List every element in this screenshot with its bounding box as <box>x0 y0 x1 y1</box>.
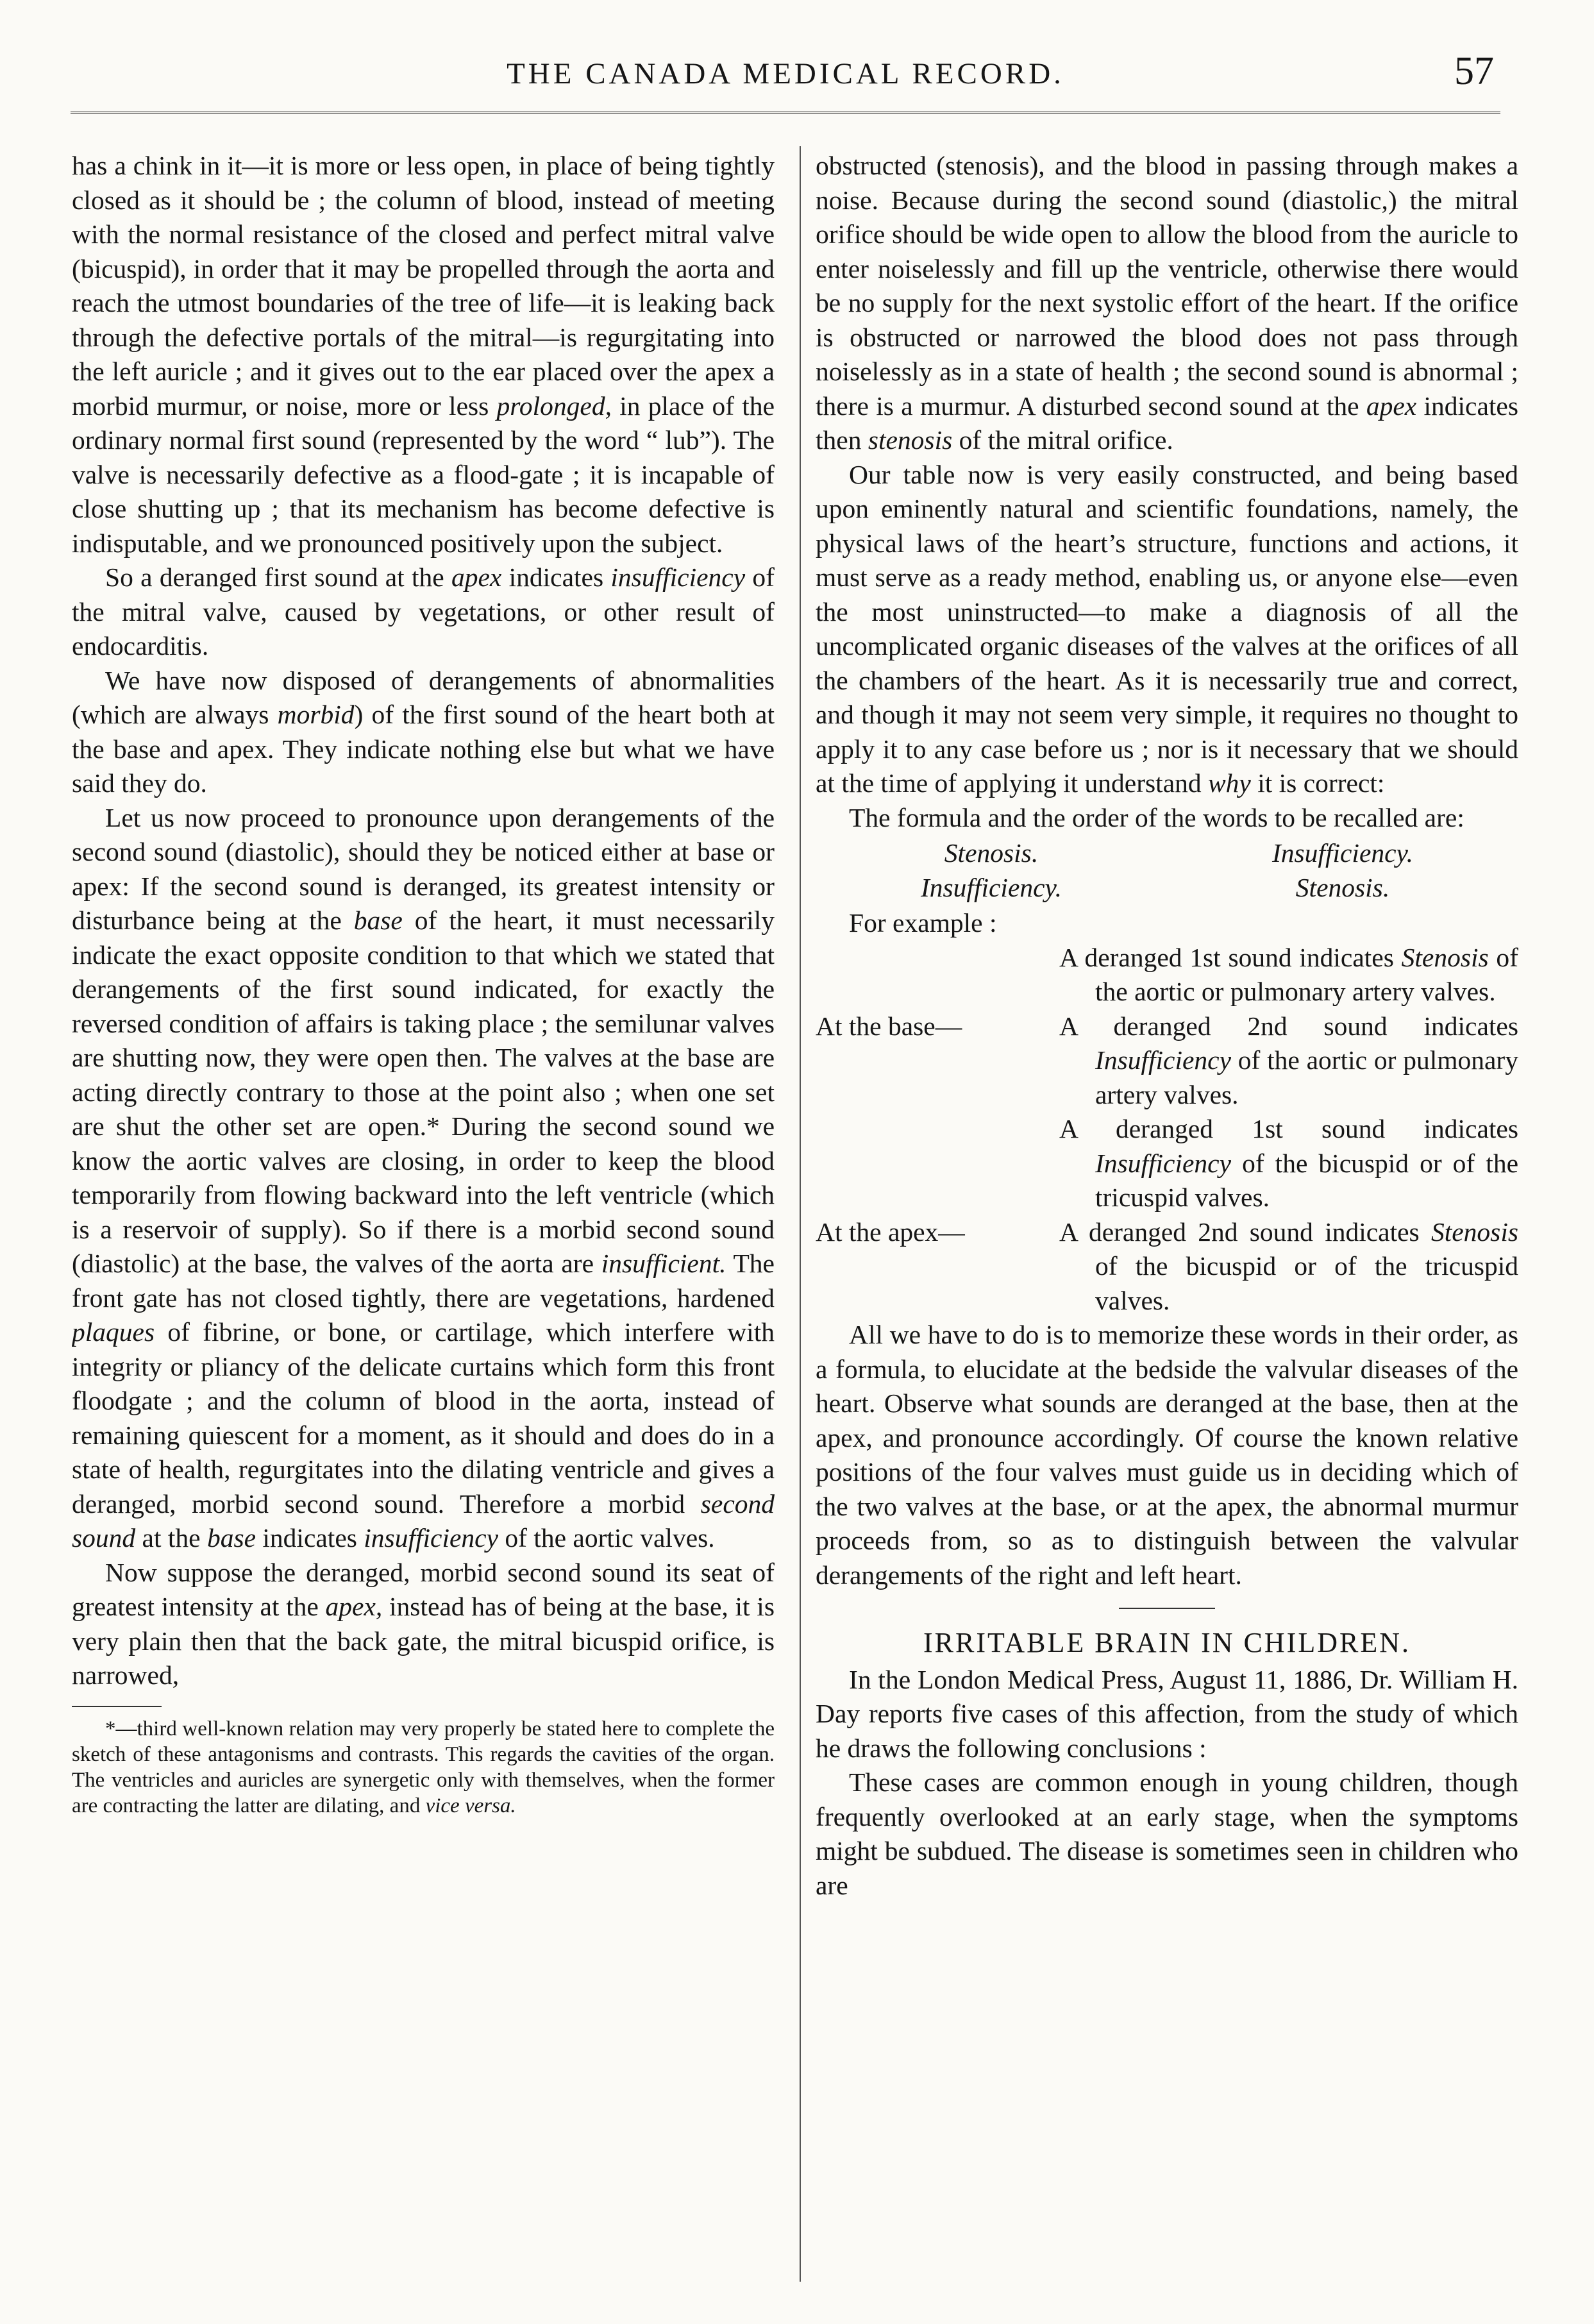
footnote: *—third well-known relation may very properly be stated here to complete the sketch of these antagonisms and contrasts. This regards the cavities of the organ. The ventricles and auricles are synergetic only with themselves, when the former are contracting the latter are dilating, and vice versa. <box>72 1717 775 1817</box>
example-label <box>816 1112 1059 1215</box>
example-label <box>816 941 1059 1009</box>
formula-cell: Insufficiency. <box>920 872 1062 902</box>
paragraph: All we have to do is to memorize these words in their order, as a formula, to elucidate at the bedside the valvular diseases of the heart. Observe what sounds are deranged at the base, then at the apex, and pronounce accordingly. Of course the known relative positions of the four valves must guide us in deciding which of the two valves at the base, or at the apex, the abnormal murmur proceeds from, so as to distinguish between the valvular derangements of the right and left heart. <box>816 1320 1518 1590</box>
example-text: A deranged 1st sound indicates Insufficiency of the bicuspid or of the tricuspid valves. <box>1059 1114 1518 1212</box>
paragraph: Let us now proceed to pronounce upon derangements of the second sound (diastolic), should they be noticed either at base or apex: If the second sound is deranged, its greatest intensity or disturbance being at the base of the heart, it must necessarily indicate the exact opposite condition to that which we stated that derangements of the first sound indicated, for exactly the reversed condition of affairs is taking place ; the semilunar valves are shutting now, they were open then. The valves at the base are acting directly contrary to those at the point also ; when one set are shut the other set are open.* During the second sound we know the aortic valves are closing, in order to keep the blood temporarily from flowing backward into the left ventricle (which is a reservoir of supply). So if there is a morbid second sound (diastolic) at the base, the valves of the aorta are insufficient. The front gate has not closed tightly, there are vegetations, hardened plaques of fibrine, or bone, or cartilage, which interfere with integrity or pliancy of the delicate curtains which form this front floodgate ; and the column of blood in the aorta, instead of remaining quiescent for a moment, as it should and does do in a state of health, regurgitates into the dilating ventricle and gives a deranged, morbid second sound. Therefore a morbid second sound at the base indicates insufficiency of the aortic valves. <box>72 802 775 1553</box>
paragraph: has a chink in it—it is more or less open, in place of being tightly closed as it should be ; the column of blood, instead of meeting with the normal resistance of the closed and perfect mitral valve (bicuspid), in order that it may be propelled through the aorta and reach the utmost boundaries of the tree of life—it is leaking back through the defective portals of the mitral—is regurgitating into the left auricle ; and it gives out to the ear placed over the apex a morbid murmur, or noise, more or less prolonged, in place of the ordinary normal first sound (represented by the word “ lub”). The valve is necessarily defective as a flood-gate ; it is incapable of close shutting up ; that its mechanism has become defective is indisputable, and we pronounced positively upon the subject. <box>72 151 775 558</box>
paragraph: These cases are common enough in young children, though frequently overlooked at an early stage, when the symptoms might be subdued. The disease is sometimes seen in children who are <box>816 1767 1518 1900</box>
example-label-apex: At the apex— <box>816 1217 965 1247</box>
page-header <box>71 47 1500 119</box>
example-row <box>816 1112 1518 1215</box>
page-number: 57 <box>1454 49 1494 93</box>
paragraph: We have now disposed of derangements of abnormalities (which are always morbid) of the first sound of the heart both at the base and apex. They indicate nothing else but what we have said they do. <box>72 665 775 798</box>
paragraph: Now suppose the deranged, morbid second sound its seat of greatest intensity at the apex, instead has of being at the base, it is very plain then that the back gate, the mitral bicuspid orifice, is narrowed, <box>72 1557 775 1690</box>
paragraph: Our table now is very easily constructed, and being based upon eminently natural and scientific foundations, namely, the physical laws of the heart’s structure, functions and actions, it must serve as a ready method, enabling us, or anyone else—even the most uninstructed—to make a diagnosis of all the uncomplicated organic diseases of the valves at the orifices of all the chambers of the heart. As it is necessarily true and correct, and though it may not seem very simple, it requires no thought to apply it to any case before us ; nor is it necessary that we should at the time of applying it understand why it is correct: <box>816 459 1518 798</box>
example-row <box>816 941 1518 1009</box>
right-column <box>816 149 1518 2284</box>
paragraph: The formula and the order of the words to be recalled are: <box>849 802 1464 832</box>
example-label-base: At the base— <box>816 1011 962 1041</box>
header-rule <box>71 112 1500 118</box>
left-column <box>72 149 775 2284</box>
paragraph: obstructed (stenosis), and the blood in passing through makes a noise. Because during the second sound (diastolic,) the mitral orifice should be wide open to allow the blood from the auricle to enter noiselessly and fill up the ventricle, otherwise there would be no supply for the next systolic effort of the heart. If the orifice is obstructed or narrowed the blood does not pass through noiselessly as in a state of health ; the second sound is abnormal ; there is a murmur. A disturbed second sound at the apex indicates then stenosis of the mitral orifice. <box>816 151 1518 455</box>
example-text: A deranged 1st sound indicates Stenosis of the aortic or pulmonary artery valves. <box>1059 942 1518 1006</box>
example-row <box>816 1009 1518 1113</box>
example-row <box>816 1215 1518 1318</box>
section-heading: IRRITABLE BRAIN IN CHILDREN. <box>923 1627 1411 1658</box>
paragraph: In the London Medical Press, August 11, 1886, Dr. William H. Day reports five cases of this affection, from the study of which he draws the following conclusions : <box>816 1664 1518 1763</box>
footnote-rule <box>72 1706 162 1707</box>
example-text: A deranged 2nd sound indicates Stenosis of the bicuspid or of the tricuspid valves. <box>1059 1217 1518 1315</box>
section-separator <box>1119 1608 1215 1609</box>
column-divider <box>800 146 801 2282</box>
formula-cell: Insufficiency. <box>1271 838 1414 868</box>
for-example-label: For example : <box>849 908 997 938</box>
formula-cell: Stenosis. <box>944 838 1039 868</box>
formula-table <box>816 836 1518 905</box>
running-title: THE CANADA MEDICAL RECORD. <box>507 57 1064 90</box>
example-text: A deranged 2nd sound indicates Insufficiency of the aortic or pulmonary artery valves. <box>1059 1011 1518 1109</box>
paragraph: So a deranged first sound at the apex indicates insufficiency of the mitral valve, caused by vegetations, or other result of endocarditis. <box>72 562 775 661</box>
formula-cell: Stenosis. <box>1295 872 1390 902</box>
